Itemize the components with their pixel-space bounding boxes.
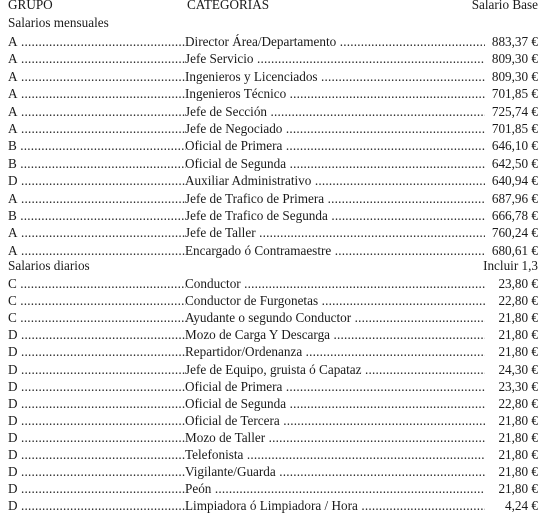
table-row xyxy=(0,50,545,67)
row-category: Mozo de Taller ..... xyxy=(185,429,485,446)
row-group: A ..... xyxy=(8,50,186,67)
table-row xyxy=(0,309,545,326)
table-row xyxy=(0,172,545,189)
row-group: D ..... xyxy=(8,412,186,429)
row-group: C ..... xyxy=(8,292,186,309)
row-category: Vigilante/Guarda ..... xyxy=(185,463,485,480)
row-category: Telefonista ..... xyxy=(185,446,485,463)
row-salary: 646,10 € xyxy=(491,138,538,154)
table-row xyxy=(0,190,545,207)
row-group: B ..... xyxy=(8,137,186,154)
row-salary: 809,30 € xyxy=(491,68,538,84)
section-monthly xyxy=(0,14,545,31)
row-salary: 809,30 € xyxy=(491,51,538,67)
table-row xyxy=(0,275,545,292)
row-group: A ..... xyxy=(8,224,186,241)
row-salary: 687,96 € xyxy=(491,190,538,206)
section-daily-note: Incluir 1,3 xyxy=(483,258,538,273)
row-salary: 666,78 € xyxy=(491,208,538,223)
section-monthly-title: Salarios mensuales xyxy=(8,15,109,30)
row-salary: 21,80 € xyxy=(498,412,538,428)
row-group: D ..... xyxy=(8,395,186,412)
row-salary: 760,24 € xyxy=(491,225,538,241)
row-category: Jefe de Trafico de Segunda ..... xyxy=(185,207,485,224)
row-salary: 23,80 € xyxy=(498,276,538,291)
row-group: D ..... xyxy=(8,361,186,378)
table-row xyxy=(0,155,545,172)
table-row xyxy=(0,361,545,378)
row-category: Conductor ..... xyxy=(185,275,485,292)
row-category: Oficial de Segunda ..... xyxy=(185,395,485,412)
row-group: D ..... xyxy=(8,172,186,189)
table-row xyxy=(0,343,545,360)
header-salario: Salario Base xyxy=(471,0,538,12)
table-row xyxy=(0,395,545,412)
row-salary: 21,80 € xyxy=(498,447,538,462)
table-row xyxy=(0,85,545,102)
row-group: A ..... xyxy=(8,85,186,102)
row-group: A ..... xyxy=(8,190,186,207)
row-category: Ingenieros Técnico ..... xyxy=(185,85,485,102)
row-category: Ayudante o segundo Conductor ..... xyxy=(185,309,485,326)
row-group: B ..... xyxy=(8,207,186,224)
row-group: A ..... xyxy=(8,103,186,120)
section-daily xyxy=(0,257,545,274)
row-salary: 4,24 € xyxy=(505,498,538,514)
row-salary: 640,94 € xyxy=(491,173,538,189)
row-category: Jefe de Negociado ..... xyxy=(185,120,485,137)
row-group: D ..... xyxy=(8,480,186,497)
row-category: Oficial de Primera ..... xyxy=(185,137,485,154)
row-group: D ..... xyxy=(8,343,186,360)
row-group: A ..... xyxy=(8,68,186,85)
row-group: D ..... xyxy=(8,463,186,480)
table-row xyxy=(0,137,545,154)
row-category: Repartidor/Ordenanza ..... xyxy=(185,343,485,360)
row-group: A ..... xyxy=(8,120,186,137)
row-category: Jefe de Taller ..... xyxy=(185,224,485,241)
table-row xyxy=(0,68,545,85)
row-salary: 21,80 € xyxy=(498,464,538,480)
row-group: B ..... xyxy=(8,155,186,172)
table-row xyxy=(0,224,545,241)
section-daily-title: Salarios diarios xyxy=(8,258,90,273)
row-category: Peón ..... xyxy=(185,480,485,497)
row-category: Oficial de Tercera ..... xyxy=(185,412,485,429)
row-category: Oficial de Primera ..... xyxy=(185,378,485,395)
row-group: A ..... xyxy=(8,33,186,50)
table-row xyxy=(0,463,545,480)
row-salary: 725,74 € xyxy=(491,103,538,119)
row-category: Oficial de Segunda ..... xyxy=(185,155,485,172)
row-group: D ..... xyxy=(8,378,186,395)
row-category: Conductor de Furgonetas ..... xyxy=(185,292,485,309)
row-group: D ..... xyxy=(8,429,186,446)
table-row xyxy=(0,33,545,50)
table-row xyxy=(0,497,545,514)
row-salary: 21,80 € xyxy=(498,481,538,497)
row-salary: 701,85 € xyxy=(491,86,538,102)
row-group: D ..... xyxy=(8,326,186,343)
table-row xyxy=(0,292,545,309)
row-salary: 22,80 € xyxy=(498,293,538,309)
table-row xyxy=(0,446,545,463)
row-salary: 642,50 € xyxy=(491,155,538,171)
row-salary: 701,85 € xyxy=(491,121,538,136)
row-category: Auxiliar Administrativo ..... xyxy=(185,172,485,189)
row-group: D ..... xyxy=(8,446,186,463)
row-group: C ..... xyxy=(8,309,186,326)
row-category: Jefe de Equipo, gruista ó Capataz ..... xyxy=(185,361,485,378)
row-salary: 23,30 € xyxy=(498,378,538,394)
row-group: A ..... xyxy=(8,242,186,259)
row-category: Ingenieros y Licenciados ..... xyxy=(185,68,485,85)
row-salary: 22,80 € xyxy=(498,395,538,411)
row-salary: 680,61 € xyxy=(491,242,538,258)
row-salary: 21,80 € xyxy=(498,429,538,445)
row-salary: 21,80 € xyxy=(498,327,538,343)
table-row xyxy=(0,120,545,137)
header-categorias: CATEGORIAS xyxy=(187,0,270,12)
row-salary: 21,80 € xyxy=(498,344,538,360)
row-category: Encargado ó Contramaestre ..... xyxy=(185,242,485,259)
row-category: Limpiadora ó Limpiadora / Hora ..... xyxy=(185,497,485,514)
row-salary: 24,30 € xyxy=(498,361,538,377)
table-row xyxy=(0,480,545,497)
row-salary: 883,37 € xyxy=(491,34,538,49)
header-grupo: GRUPO xyxy=(8,0,53,12)
table-row xyxy=(0,429,545,446)
row-category: Jefe de Sección ..... xyxy=(185,103,485,120)
table-row xyxy=(0,412,545,429)
table-row xyxy=(0,103,545,120)
row-category: Jefe Servicio ..... xyxy=(185,50,485,67)
row-category: Mozo de Carga Y Descarga ..... xyxy=(185,326,485,343)
row-group: C ..... xyxy=(8,275,186,292)
table-row xyxy=(0,326,545,343)
row-category: Director Área/Departamento ..... xyxy=(185,33,485,50)
row-group: D ..... xyxy=(8,497,186,514)
table-row xyxy=(0,207,545,224)
table-row xyxy=(0,378,545,395)
row-category: Jefe de Trafico de Primera ..... xyxy=(185,190,485,207)
row-salary: 21,80 € xyxy=(498,310,538,326)
